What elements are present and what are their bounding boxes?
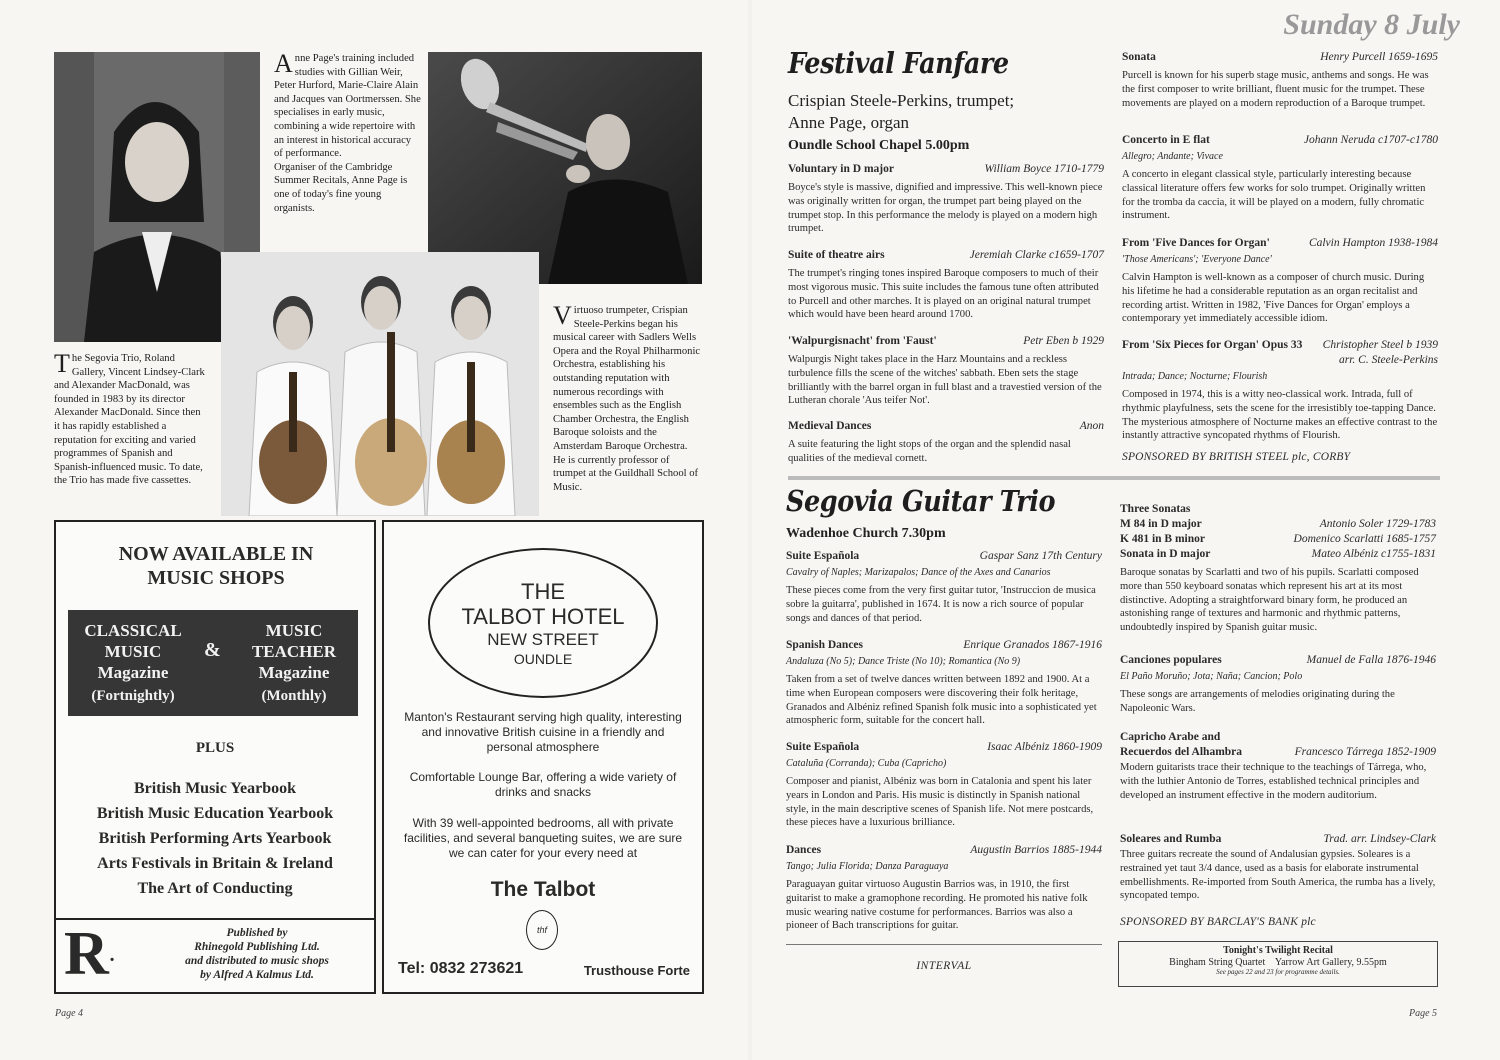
talbot-brand: The Talbot xyxy=(490,878,596,901)
item-composer: Trad. arr. Lindsey-Clark xyxy=(1323,833,1436,845)
left-page xyxy=(0,0,748,1060)
logo-text: thf xyxy=(536,925,547,935)
item-title: Soleares and Rumba xyxy=(1120,833,1222,845)
ad-headline: NOW AVAILABLE IN MUSIC SHOPS xyxy=(118,543,314,589)
fanfare-venue: Oundle School Chapel 5.00pm xyxy=(788,138,970,153)
programme-item xyxy=(1120,653,1436,716)
item-description: Three guitars recreate the sound of Andalusian gypsies. Soleares is a restrained yet taut 3/4 dance, used as a basis for elaborate instrumental embellishments. Re-imported from South America, the rumba has a lively, syncopated tempo. xyxy=(1120,849,1436,902)
programme-item xyxy=(1122,133,1438,223)
list-item: British Music Yearbook xyxy=(133,780,297,797)
item-composer: Johann Neruda c1707-c1780 xyxy=(1303,134,1438,146)
caption-text-2: He is currently professor of trumpet at the Guildhall School of Music. xyxy=(553,454,699,493)
caption-text: irtuoso trumpeter, Crispian Steele-Perkins began his musical career with Sadlers Wells Opera and the Royal Philharmonic Orchestra, establishing his outstanding reputation with numerous recordings with ensembles such as the English Chamber Orchestra, the English Baroque soloists and the Amsterdam Baroque Orchestra. xyxy=(553,305,701,452)
item-title: Suite Española xyxy=(786,741,860,753)
item-arranger: arr. C. Steele-Perkins xyxy=(1338,354,1438,366)
segovia-title: Segovia Guitar Trio xyxy=(786,484,1056,518)
item-title: Voluntary in D major xyxy=(788,163,894,175)
item-title: Suite Española xyxy=(786,550,860,562)
item-title: Concerto in E flat xyxy=(1122,134,1210,146)
programme-item xyxy=(786,843,1102,933)
published-line: by Alfred A Kalmus Ltd. xyxy=(200,969,314,981)
item-title: From 'Five Dances for Organ' xyxy=(1122,237,1270,249)
page-date: Sunday 8 July xyxy=(1283,8,1460,41)
dropcap: A xyxy=(274,49,293,78)
page-number: Page 4 xyxy=(55,1008,84,1019)
item-composer: Isaac Albéniz 1860-1909 xyxy=(987,741,1102,753)
crispian-photo xyxy=(428,52,702,284)
item-title: Dances xyxy=(786,844,822,856)
music-magazine-ad xyxy=(54,520,376,994)
programme-item xyxy=(788,419,1104,466)
caption-text: he Segovia Trio, Roland Gallery, Vincent Lindsey-Clark and Alexander MacDonald, was founded in 1983 by its director Alexander MacDonald. Since then it has rapidly established a reputation for exciting and varied programmes of Spanish and Spanish-influenced music. To date, the Trio has made five cassettes. xyxy=(54,353,205,487)
fanfare-title: Festival Fanfare xyxy=(788,46,1009,80)
dropcap: T xyxy=(54,349,70,378)
item-composer: Gaspar Sanz 17th Century xyxy=(979,550,1102,562)
programme-item xyxy=(1122,338,1438,443)
item-description: Purcell is known for his superb stage music, anthems and songs. He was the first composer to write brilliant, fluent music for the trumpet. These movements are played on a modern reproduction of a Baroque trumpet. xyxy=(1122,70,1429,109)
published-line: Published by xyxy=(226,927,288,939)
item-title: Canciones populares xyxy=(1120,654,1222,666)
item-movements: 'Those Americans'; 'Everyone Dance' xyxy=(1122,254,1272,265)
twilight-recital-box xyxy=(1118,941,1438,987)
item-description: These songs are arrangements of melodies originating during the Napoleonic Wars. xyxy=(1120,689,1395,714)
item-movements: Tango; Julia Florida; Danza Paraguaya xyxy=(786,861,949,872)
crispian-caption xyxy=(553,301,705,494)
item-description: These pieces come from the very first guitar tutor, 'Instruccion de musica sobre la guitarra', published in 1674. It is now a rich source of popular songs and dances of that period. xyxy=(786,585,1096,624)
three-sonatas xyxy=(1120,502,1436,635)
box-line: TEACHER xyxy=(251,642,337,661)
published-line: Rhinegold Publishing Ltd. xyxy=(194,941,320,953)
sonata-title: Sonata in D major xyxy=(1120,548,1211,560)
twilight-details: Bingham String Quartet Yarrow Art Gallery, 9.55pm xyxy=(1169,957,1387,968)
telephone: Tel: 0832 273621 xyxy=(398,960,524,977)
item-description: Boyce's style is massive, dignified and impressive. This well-known piece was originally written for organ, the trumpet part being played on the trumpet stop. In this performance the melody is played on a modern high trumpet. xyxy=(788,182,1103,235)
classical-music-magazine xyxy=(78,620,188,707)
twilight-title: Tonight's Twilight Recital xyxy=(1223,945,1333,956)
lounge-text: Comfortable Lounge Bar, offering a wide variety of drinks and snacks xyxy=(409,770,677,799)
rhinegold-logo: R· xyxy=(64,920,116,988)
item-title-2: Recuerdos del Alhambra xyxy=(1120,746,1243,758)
item-description: Paraguayan guitar virtuoso Augustin Barrios was, in 1910, the first guitarist to make a gramophone recording. He promoted his native folk music wearing native costume for performances. Barrios was also a pioneer of Bach transcriptions for guitar. xyxy=(786,879,1088,932)
item-movements: Intrada; Dance; Nocturne; Flourish xyxy=(1122,371,1268,382)
list-item: The Art of Conducting xyxy=(137,880,293,897)
fanfare-performers xyxy=(788,90,1014,134)
hotel-title-1: THE xyxy=(521,579,565,604)
item-movements: Cavalry of Naples; Marizapalos; Dance of the Axes and Canarios xyxy=(786,567,1051,578)
trio-caption xyxy=(54,349,206,488)
item-composer: Augustin Barrios 1885-1944 xyxy=(970,844,1102,856)
item-composer: Francesco Tárrega 1852-1909 xyxy=(1294,746,1436,758)
list-item: Arts Festivals in Britain & Ireland xyxy=(97,855,333,872)
programme-item xyxy=(1122,50,1438,110)
sonata-title: K 481 in B minor xyxy=(1120,533,1205,545)
item-description: Composer and pianist, Albéniz was born in Catalonia and spent his later years in London and Paris. His music is distinctly in Spanish national style, in the main descriptive scenes of Spanish life. Not mere postcards, these pieces have a luxurious brilliance. xyxy=(786,776,1094,829)
item-composer: Petr Eben b 1929 xyxy=(1023,335,1104,347)
box-line: CLASSICAL xyxy=(84,621,182,640)
item-description: Calvin Hampton is well-known as a composer of church music. During his lifetime he had a considerable reputation as an organ recitalist and recording artist. Written in 1982, 'Five Dances for Organ' employs a contemporary yet immediately accessible idiom. xyxy=(1122,272,1425,325)
programme-item xyxy=(786,638,1102,728)
published-line: and distributed to music shops xyxy=(185,955,329,967)
item-description: Composed in 1974, this is a witty neo-classical work. Intrada, full of rhythmic playfulness, sets the scene for the irresistibly toe-tapping Dance. The mysterious atmosphere of Nocturne makes an effective contrast to the instantly attractive syncopated rhythms of Flourish. xyxy=(1122,389,1438,442)
anne-page-caption xyxy=(274,49,422,215)
interval-label: INTERVAL xyxy=(916,960,972,972)
hotel-oval xyxy=(428,548,658,698)
box-line: (Fortnightly) xyxy=(91,688,175,704)
item-title: Capricho Arabe and xyxy=(1120,731,1221,743)
music-teacher-magazine xyxy=(238,620,350,707)
item-title: Sonata xyxy=(1122,51,1156,63)
list-item: British Performing Arts Yearbook xyxy=(98,830,332,847)
sonatas-heading: Three Sonatas xyxy=(1120,503,1191,515)
segovia-venue: Wadenhoe Church 7.30pm xyxy=(786,526,946,541)
box-line: Magazine xyxy=(97,663,169,682)
item-composer: Jeremiah Clarke c1659-1707 xyxy=(969,249,1104,261)
trusthouse-forte: Trusthouse Forte xyxy=(583,963,690,978)
programme-item xyxy=(1120,730,1436,802)
programme-item xyxy=(786,549,1102,625)
hotel-address-2: OUNDLE xyxy=(513,651,573,667)
item-title: From 'Six Pieces for Organ' Opus 33 xyxy=(1122,339,1303,351)
hotel-title-2: TALBOT HOTEL xyxy=(461,604,625,629)
item-movements: Andaluza (No 5); Dance Triste (No 10); Romantica (No 9) xyxy=(786,656,1021,667)
trio-image xyxy=(221,252,539,516)
magazine-box xyxy=(68,610,358,716)
programme-item xyxy=(1122,236,1438,326)
list-item: British Music Education Yearbook xyxy=(96,805,334,822)
item-composer: Anon xyxy=(1079,420,1104,432)
box-line: Magazine xyxy=(258,663,330,682)
segovia-trio-photo xyxy=(221,252,539,516)
sonata-composer: Antonio Soler 1729-1783 xyxy=(1319,518,1436,530)
sonatas-description: Baroque sonatas by Scarlatti and two of his pupils. Scarlatti composed more than 550 keyboard sonatas which represent his art at its most distinctive. Adopting a straightforward binary form, he produced an astonishing range of textures and harmonic and rhythmic patterns, undoubtedly inspired by Spanish guitar music. xyxy=(1120,567,1419,634)
item-description: Taken from a set of twelve dances written between 1892 and 1900. At a time when European composers were discovering their folk heritage, Granados and Albéniz refined Spanish folk music into a sophisticated yet atmospheric form, suitable for the concert hall. xyxy=(786,674,1097,727)
item-movements: Cataluña (Corranda); Cuba (Capricho) xyxy=(786,758,947,769)
sonata-composer: Domenico Scarlatti 1685-1757 xyxy=(1293,533,1436,545)
item-movements: El Paño Moruño; Jota; Naña; Cancion; Polo xyxy=(1120,671,1303,682)
sonata-composer: Mateo Albéniz c1755-1831 xyxy=(1311,548,1436,560)
programme-item xyxy=(788,162,1104,236)
item-composer: Christopher Steel b 1939 xyxy=(1322,339,1438,351)
sonata-title: M 84 in D major xyxy=(1120,518,1202,530)
performer-line: Crispian Steele-Perkins, trumpet; xyxy=(788,91,1015,110)
twilight-note: See pages 22 and 23 for programme details. xyxy=(1216,968,1340,976)
box-line: MUSIC xyxy=(104,642,162,661)
item-composer: Enrique Granados 1867-1916 xyxy=(963,639,1102,651)
ampersand: & xyxy=(204,639,221,661)
page-number: Page 5 xyxy=(1409,1008,1438,1019)
section-divider xyxy=(788,476,1440,480)
item-composer: Calvin Hampton 1938-1984 xyxy=(1308,237,1438,249)
talbot-hotel-ad xyxy=(382,520,704,994)
programme-item xyxy=(786,740,1102,830)
box-line: MUSIC xyxy=(265,621,323,640)
restaurant-text: Manton's Restaurant serving high quality, interesting and innovative British cuisine in a friendly and personal atmosphere xyxy=(404,710,682,754)
caption-text-2: Organiser of the Cambridge Summer Recitals, Anne Page is one of today's fine young organists. xyxy=(274,161,408,214)
interval-line xyxy=(786,944,1102,945)
box-line: (Monthly) xyxy=(261,688,327,704)
plus-label: PLUS xyxy=(195,740,235,756)
logo-letter: R xyxy=(64,920,109,988)
performer-line: Anne Page, organ xyxy=(788,113,910,132)
right-page xyxy=(752,0,1500,1060)
item-composer: Henry Purcell 1659-1695 xyxy=(1320,51,1438,63)
dropcap: V xyxy=(553,301,572,330)
bedrooms-text: With 39 well-appointed bedrooms, all with private facilities, and several banqueting suites, we are sure we can cater for your every need at xyxy=(403,816,683,860)
item-composer: Manuel de Falla 1876-1946 xyxy=(1306,654,1436,666)
item-title: Suite of theatre airs xyxy=(788,249,885,261)
fanfare-sponsor: SPONSORED BY BRITISH STEEL plc, CORBY xyxy=(1122,451,1351,463)
item-movements: Allegro; Andante; Vivace xyxy=(1122,151,1223,162)
item-description: Walpurgis Night takes place in the Harz Mountains and a reckless turbulence fills the scene of the witches' sabbath. Eben sets the stage brilliantly with the barrel organ in full blast and a travestied version of the Lutheran chorale 'Aus teifer Not'. xyxy=(788,354,1102,407)
item-description: Modern guitarists trace their technique to the teachings of Tárrega, who, with the luthier Antonio de Torres, established technical principles and developed an instrument effective in the modern auditorium. xyxy=(1120,762,1427,801)
item-title: Spanish Dances xyxy=(786,639,864,651)
published-by xyxy=(152,926,362,982)
item-description: A suite featuring the light stops of the organ and the splendid nasal qualities of the medieval cornett. xyxy=(788,439,1071,464)
hotel-address-1: NEW STREET xyxy=(487,630,599,649)
item-composer: William Boyce 1710-1779 xyxy=(984,163,1104,175)
programme-item xyxy=(788,334,1104,408)
trumpeter-image xyxy=(428,52,702,284)
item-description: A concerto in elegant classical style, particularly interesting because classical literature offers few works for solo trumpet. Originally written for the tromba da caccia, it will be played on a modern, fully chromatic instrument. xyxy=(1122,169,1426,222)
thf-logo xyxy=(526,910,558,950)
item-title: Medieval Dances xyxy=(788,420,872,432)
programme-item xyxy=(1120,832,1436,903)
segovia-sponsor: SPONSORED BY BARCLAY'S BANK plc xyxy=(1120,916,1316,928)
caption-text: nne Page's training included studies with Gillian Weir, Peter Hurford, Marie-Claire Alain and Jacques van Oortmerssen. She specialises in early music, combining a wide repertoire with an interest in historical accuracy of performance. xyxy=(274,53,421,160)
publication-list xyxy=(56,776,374,901)
item-description: The trumpet's ringing tones inspired Baroque composers to much of their most vigorous music. This suite includes the famous tune often attributed to Purcell and other marches. It is played on an original natural trumpet which would have been heard around 1700. xyxy=(788,268,1099,321)
item-title: 'Walpurgisnacht' from 'Faust' xyxy=(788,335,937,347)
programme-item xyxy=(788,248,1104,322)
